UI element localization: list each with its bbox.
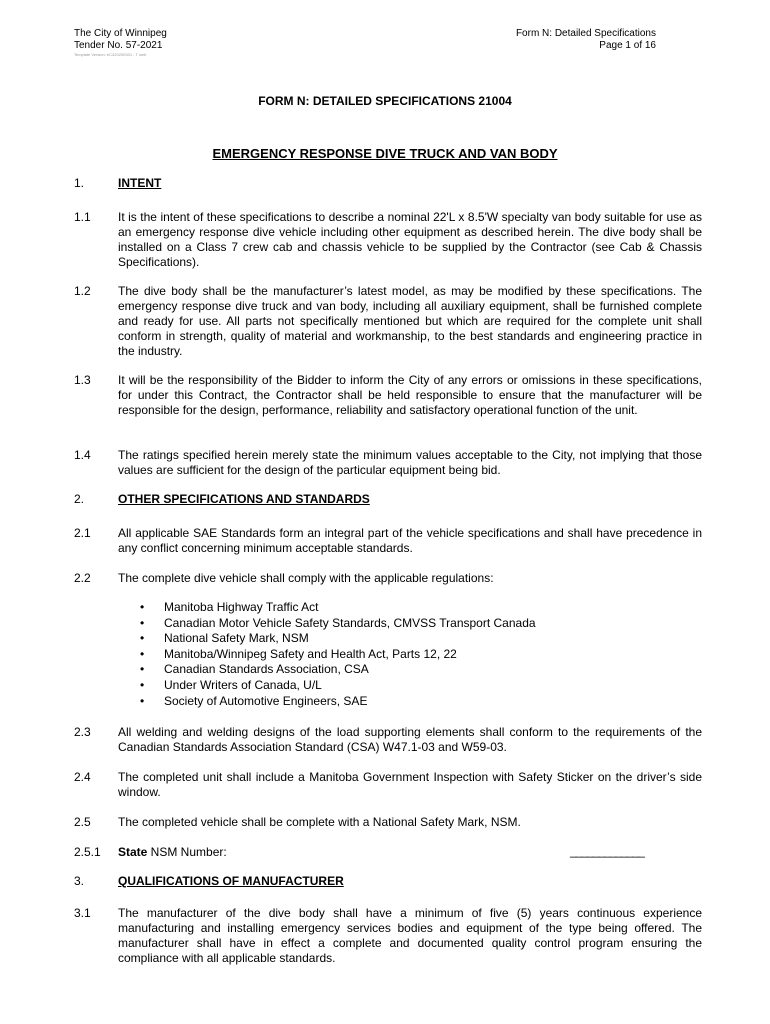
clause-number: 3.1 [74, 906, 91, 920]
header-right [516, 28, 656, 52]
section-number: 1. [74, 176, 85, 190]
template-version: Template Version: eC420200301 - T web [74, 52, 147, 57]
tender-number: Tender No. 57-2021 [74, 40, 163, 51]
clause-text-wrap [118, 845, 227, 860]
clause-number: 1.4 [74, 448, 91, 462]
clause-number: 1.2 [74, 284, 91, 298]
clause-text: The complete dive vehicle shall comply with the applicable regulations: [118, 571, 494, 585]
section-title: OTHER SPECIFICATIONS AND STANDARDS [118, 492, 370, 506]
clause-number: 2.1 [74, 526, 91, 540]
section-number: 3. [74, 874, 85, 888]
list-item: • Manitoba/Winnipeg Safety and Health Act, Parts 12, 22 [140, 647, 536, 663]
page-number: Page 1 of 16 [599, 40, 656, 51]
clause-number: 1.1 [74, 210, 91, 224]
header-left [74, 28, 167, 58]
city-name: The City of Winnipeg [74, 28, 167, 39]
form-name: Form N: Detailed Specifications [515, 28, 656, 39]
clause-text: The completed unit shall include a Manitoba Government Inspection with Safety Sticker on the driver’s side window. [118, 770, 702, 799]
clause-number: 2.4 [74, 770, 91, 784]
clause-number: 2.2 [74, 571, 91, 585]
list-item: • Manitoba Highway Traffic Act [140, 600, 536, 616]
list-item: • Canadian Standards Association, CSA [140, 662, 536, 678]
document-title: EMERGENCY RESPONSE DIVE TRUCK AND VAN BODY [212, 146, 558, 161]
list-item: • Canadian Motor Vehicle Safety Standards, CMVSS Transport Canada [140, 616, 536, 632]
nsm-number-field[interactable]: _____________ [570, 844, 644, 858]
section-title: QUALIFICATIONS OF MANUFACTURER [118, 874, 344, 888]
state-label: State [118, 845, 148, 859]
section-number: 2. [74, 492, 85, 506]
clause-text: The completed vehicle shall be complete with a National Safety Mark, NSM. [118, 815, 521, 829]
list-item: • National Safety Mark, NSM [140, 631, 536, 647]
list-item: • Society of Automotive Engineers, SAE [140, 694, 536, 710]
clause-number: 1.3 [74, 373, 91, 387]
list-item: • Under Writers of Canada, U/L [140, 678, 536, 694]
clause-text: It will be the responsibility of the Bidder to inform the City of any errors or omissions in these specifications, for under this Contract, the Contractor shall be held responsible to ensure that the manufacturer will be responsible for the design, performance, reliability and satisfactory operational function of the unit. [118, 373, 702, 417]
clause-text: The dive body shall be the manufacturer’s latest model, as may be modified by these specifications. The emergency response dive truck and van body, including all auxiliary equipment, shall be furnished complete and ready for use. All parts not specifically mentioned but which are required for the complete unit shall conform in strength, quality of material and workmanship, to the best standards and engineering practice in the industry. [118, 284, 702, 358]
clause-text: The ratings specified herein merely state the minimum values acceptable to the City, not implying that those values are sufficient for the design of the particular equipment being bid. [118, 448, 702, 477]
section-title: INTENT [118, 176, 162, 190]
regulations-list [140, 600, 536, 709]
clause-text: It is the intent of these specifications to describe a nominal 22'L x 8.5'W specialty van body suitable for use as an emergency response dive vehicle including other equipment as described herein. The dive body shall be installed on a Class 7 crew cab and chassis vehicle to be supplied by the Contractor (see Cab & Chassis Specifications). [118, 210, 702, 269]
clause-number: 2.5 [74, 815, 91, 829]
clause-number: 2.3 [74, 725, 91, 739]
clause-text: All applicable SAE Standards form an integral part of the vehicle specifications and shall have precedence in any conflict concerning minimum acceptable standards. [118, 526, 702, 555]
clause-number: 2.5.1 [74, 845, 101, 859]
clause-text: All welding and welding designs of the load supporting elements shall conform to the requirements of the Canadian Standards Association Standard (CSA) W47.1-03 and W59-03. [118, 725, 702, 754]
nsm-number-label: NSM Number: [147, 845, 227, 859]
clause-text: The manufacturer of the dive body shall have a minimum of five (5) years continuous experience manufacturing and installing emergency services bodies and equipment of the type being offered. The manufacturer shall have in effect a complete and documented quality control program ensuring the compliance with all applicable standards. [118, 906, 702, 965]
form-title: FORM N: DETAILED SPECIFICATIONS 21004 [258, 94, 512, 108]
